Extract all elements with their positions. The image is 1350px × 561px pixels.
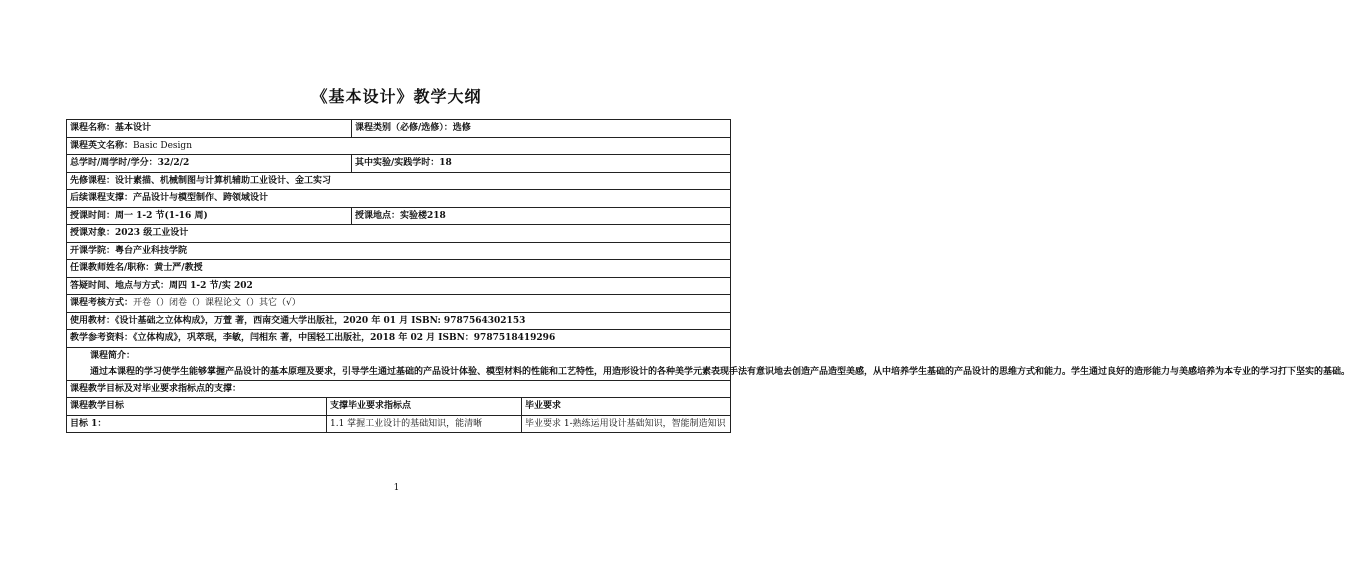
syllabus-table bbox=[66, 119, 1350, 433]
goals-header-row bbox=[67, 398, 731, 416]
exam-label: 课程考核方式： bbox=[70, 298, 134, 309]
class-place-label: 授课地点： bbox=[355, 210, 401, 221]
row-goals-heading bbox=[67, 380, 731, 398]
qa-value: 周四 1-2 节/实 202 bbox=[169, 280, 253, 291]
row-english-name bbox=[67, 137, 731, 155]
hours-label: 总学时/周学时/学分： bbox=[70, 158, 158, 169]
row-intro bbox=[67, 347, 731, 380]
row-teacher bbox=[67, 260, 731, 278]
intro-label: 课程简介： bbox=[90, 350, 136, 361]
experiment-hours-label: 其中实验/实践学时： bbox=[355, 158, 440, 169]
goals-header-objective: 课程教学目标 bbox=[67, 398, 327, 416]
row-college bbox=[67, 242, 731, 260]
teacher-value: 黄士严/教授 bbox=[154, 263, 203, 274]
goal-requirement-cell: 毕业要求 1-熟练运用设计基础知识，智能制造知识 bbox=[522, 415, 731, 433]
intro-text: 通过本课程的学习使学生能够掌握产品设计的基本原理及要求，引导学生通过基础的产品设计体验、模型材料的性能和工艺特性，用造形设计的各种美学元素表现手法有意识地去创造产品造型美感，从中培养学生基础的产品设计的思维方式和能力。学生通过良好的造形能力与美感培养为本专业的学习打下坚实的基础。 bbox=[90, 366, 1350, 377]
row-exam bbox=[67, 295, 731, 313]
target-label: 授课对象： bbox=[70, 228, 116, 239]
class-place-value: 实验楼218 bbox=[400, 210, 446, 221]
row-hours bbox=[67, 155, 731, 173]
college-value: 粤台产业科技学院 bbox=[115, 245, 188, 256]
textbook-label: 使用教材： bbox=[70, 315, 116, 326]
row-reference bbox=[67, 330, 731, 348]
course-type-value: 选修 bbox=[452, 123, 471, 134]
row-follow-up bbox=[67, 190, 731, 208]
goals-header-indicator: 支撑毕业要求指标点 bbox=[327, 398, 522, 416]
row-prerequisites bbox=[67, 172, 731, 190]
teacher-label: 任课教师姓名/职称： bbox=[70, 263, 155, 274]
qa-label: 答疑时间、地点与方式： bbox=[70, 280, 170, 291]
experiment-hours-value: 18 bbox=[439, 158, 452, 169]
class-time-label: 授课时间： bbox=[70, 210, 116, 221]
prerequisites-value: 设计素描、机械制图与计算机辅助工业设计、金工实习 bbox=[115, 175, 332, 186]
row-qa bbox=[67, 277, 731, 295]
exam-value: 开卷（）闭卷（）课程论文（）其它（√） bbox=[133, 298, 301, 309]
row-time-place bbox=[67, 207, 731, 225]
english-name-value: Basic Design bbox=[133, 140, 192, 151]
hours-value: 32/2/2 bbox=[157, 158, 190, 169]
table-row bbox=[67, 415, 731, 433]
goal-indicator-cell: 1.1 掌握工业设计的基础知识，能清晰 bbox=[327, 415, 522, 433]
course-name-value: 基本设计 bbox=[115, 123, 152, 134]
goals-heading: 课程教学目标及对毕业要求指标点的支撑： bbox=[67, 380, 731, 398]
target-value: 2023 级工业设计 bbox=[115, 228, 189, 239]
reference-label: 教学参考资料： bbox=[70, 333, 134, 344]
reference-value: 《立体构成》，巩萃珉，李敏，闫相东 著，中国轻工出版社，2018 年 02 月 ISBN：9787518419296 bbox=[133, 333, 556, 344]
document-title: 《基本设计》教学大纲 bbox=[311, 87, 482, 106]
course-name-label: 课程名称： bbox=[70, 123, 116, 134]
course-type-label: 课程类别（必修/选修）： bbox=[355, 123, 453, 134]
row-textbook bbox=[67, 312, 731, 330]
follow-up-label: 后续课程支撑： bbox=[70, 193, 134, 204]
goals-header-requirement: 毕业要求 bbox=[522, 398, 731, 416]
class-time-value: 周一 1-2 节(1-16 周) bbox=[115, 210, 208, 221]
page-number: 1 bbox=[393, 483, 400, 493]
prerequisites-label: 先修课程： bbox=[70, 175, 116, 186]
english-name-label: 课程英文名称： bbox=[70, 140, 134, 151]
row-course-name bbox=[67, 120, 731, 138]
row-target bbox=[67, 225, 731, 243]
college-label: 开课学院： bbox=[70, 245, 116, 256]
textbook-value: 《设计基础之立体构成》，万萱 著，西南交通大学出版社，2020 年 01 月 ISBN: 9787564302153 bbox=[115, 315, 526, 326]
follow-up-value: 产品设计与模型制作、跨领域设计 bbox=[133, 193, 269, 204]
goal-objective-cell: 目标 1： bbox=[67, 415, 327, 433]
